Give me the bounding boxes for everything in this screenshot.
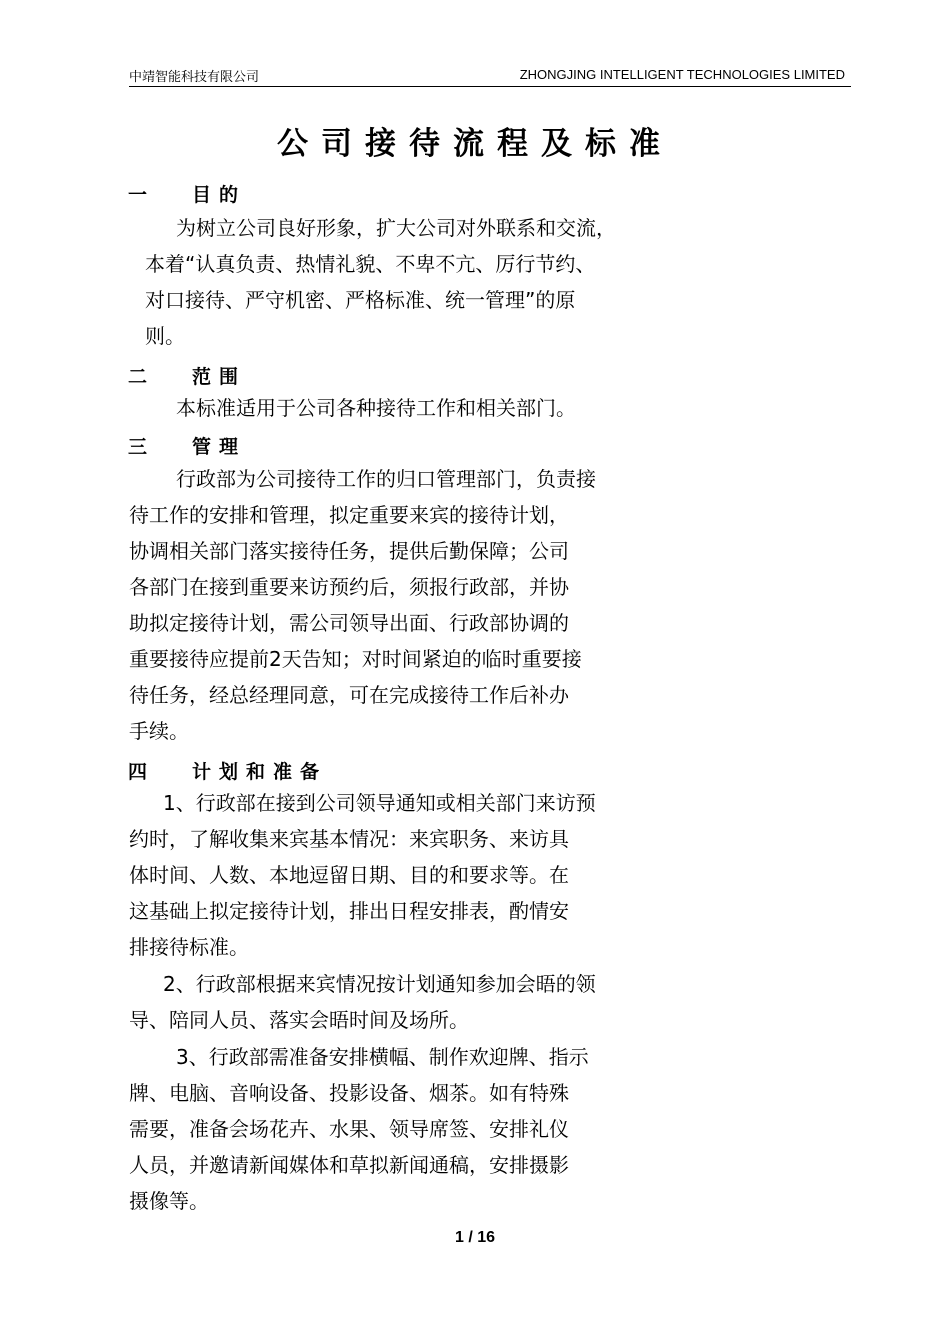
section-title: 目的	[192, 184, 247, 206]
section-title: 计划和准备	[192, 761, 328, 783]
paragraph-line: 助拟定接待计划，需公司领导出面、行政部协调的	[129, 611, 569, 635]
section-number: 三	[128, 436, 148, 458]
paragraph-line: 牌、电脑、音响设备、投影设备、烟茶。如有特殊	[129, 1081, 569, 1105]
paragraph-line: 则。	[145, 324, 185, 348]
paragraph-line: 本标准适用于公司各种接待工作和相关部门。	[176, 396, 576, 420]
section-number: 一	[128, 184, 148, 206]
paragraph-line: 体时间、人数、本地逗留日期、目的和要求等。在	[129, 863, 569, 887]
paragraph-line: 待任务，经总经理同意，可在完成接待工作后补办	[129, 683, 569, 707]
paragraph-line: 1、行政部在接到公司领导通知或相关部门来访预	[163, 791, 596, 815]
page-header	[129, 64, 851, 87]
paragraph-line: 待工作的安排和管理，拟定重要来宾的接待计划，	[129, 503, 569, 527]
section-heading-plan	[128, 757, 327, 784]
section-heading-scope	[128, 362, 246, 389]
paragraph-line: 手续。	[129, 719, 189, 743]
paragraph-line: 协调相关部门落实接待任务，提供后勤保障；公司	[129, 539, 569, 563]
paragraph-line: 3、行政部需准备安排横幅、制作欢迎牌、指示	[176, 1045, 589, 1069]
paragraph-line: 重要接待应提前2天告知；对时间紧迫的临时重要接	[129, 647, 582, 671]
section-number: 二	[128, 366, 148, 388]
document-title: 公司接待流程及标准	[277, 126, 673, 162]
paragraph-line: 人员，并邀请新闻媒体和草拟新闻通稿，安排摄影	[129, 1153, 569, 1177]
paragraph-line: 摄像等。	[129, 1189, 209, 1213]
paragraph-line: 本着“认真负责、热情礼貌、不卑不亢、厉行节约、	[145, 252, 596, 276]
header-company-cn: 中靖智能科技有限公司	[129, 70, 260, 85]
paragraph-line: 需要，准备会场花卉、水果、领导席签、安排礼仪	[129, 1117, 569, 1141]
paragraph-line: 这基础上拟定接待计划，排出日程安排表，酌情安	[129, 899, 569, 923]
section-number: 四	[128, 761, 148, 783]
section-title: 范围	[192, 366, 247, 388]
paragraph-line: 导、陪同人员、落实会晤时间及场所。	[129, 1008, 469, 1032]
paragraph-line: 各部门在接到重要来访预约后，须报行政部，并协	[129, 575, 569, 599]
header-company-en: ZHONGJING INTELLIGENT TECHNOLOGIES LIMITED	[519, 67, 845, 82]
paragraph-line: 排接待标准。	[129, 935, 249, 959]
page-number: 1 / 16	[454, 1229, 496, 1246]
paragraph-line: 行政部为公司接待工作的归口管理部门，负责接	[176, 467, 596, 491]
paragraph-line: 对口接待、严守机密、严格标准、统一管理”的原	[145, 288, 576, 312]
paragraph-line: 约时，了解收集来宾基本情况：来宾职务、来访具	[129, 827, 569, 851]
section-heading-management	[128, 432, 246, 459]
section-heading-purpose	[128, 180, 246, 207]
paragraph-line: 为树立公司良好形象，扩大公司对外联系和交流，	[176, 216, 616, 240]
section-title: 管理	[192, 436, 247, 458]
paragraph-line: 2、行政部根据来宾情况按计划通知参加会晤的领	[163, 972, 596, 996]
